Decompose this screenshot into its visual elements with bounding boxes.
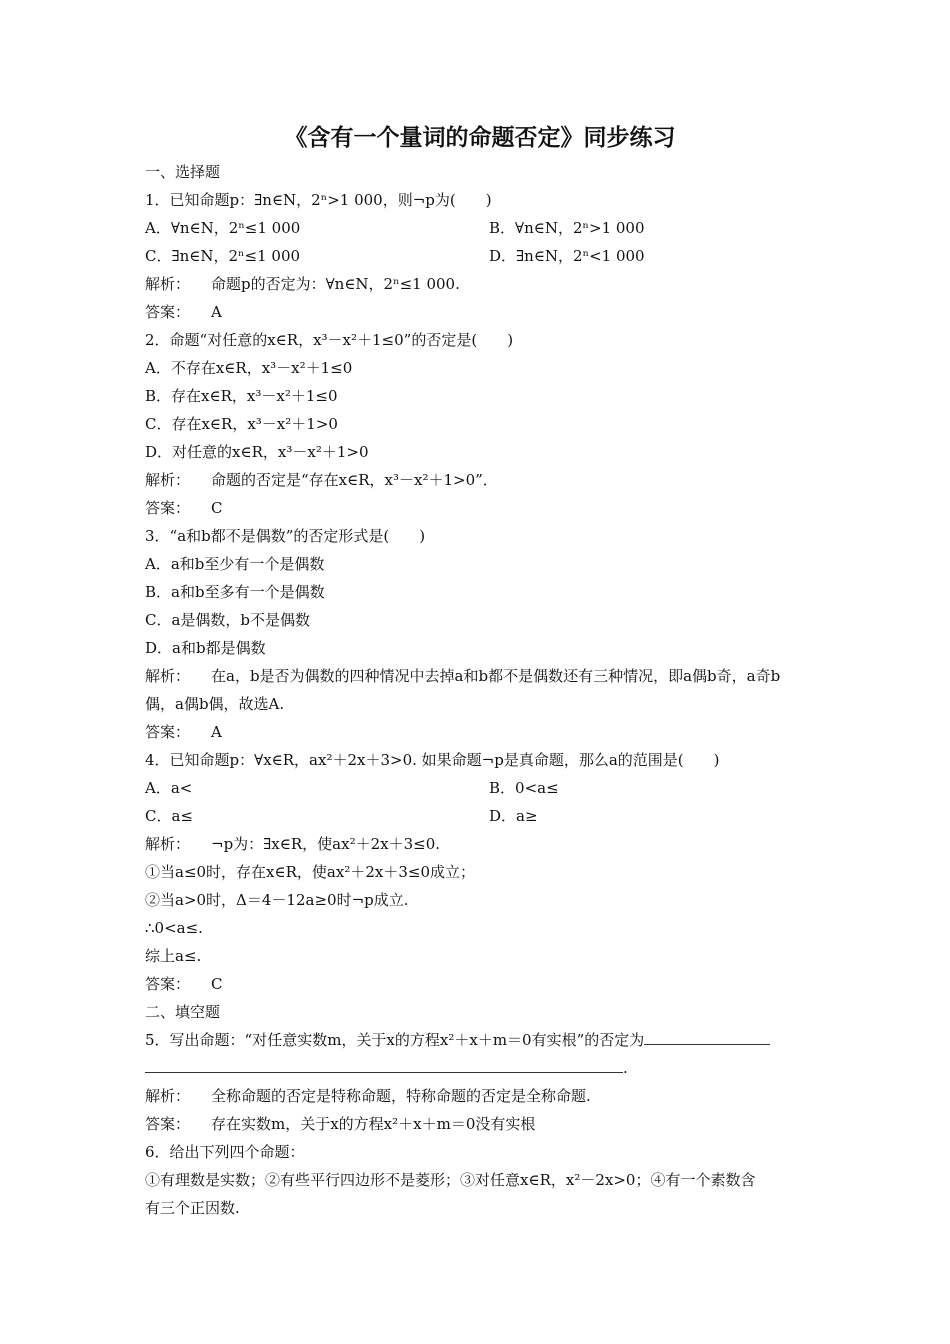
answer-text: C	[211, 975, 223, 993]
option-b: B．0<a≤	[489, 779, 559, 797]
question-3-analysis-cont: 偶，a偶b偶，故选A.	[145, 695, 285, 713]
option-a: A．a和b至少有一个是偶数	[145, 555, 325, 573]
analysis-text: ¬p为：∃x∈R，使ax²＋2x＋3≤0.	[211, 835, 441, 853]
page-title: 《含有一个量词的命题否定》同步练习	[284, 124, 676, 151]
answer-label: 答案：	[145, 1115, 191, 1133]
answer-text: C	[211, 499, 223, 517]
question-1-analysis	[145, 270, 815, 298]
analysis-step-3: ∴0<a≤.	[145, 919, 203, 937]
option-c: C．a≤	[145, 807, 193, 825]
question-2-stem: 2．命题“对任意的x∈R，x³－x²＋1≤0”的否定是( )	[145, 331, 514, 349]
analysis-label: 解析：	[145, 667, 191, 685]
analysis-step-1: ①当a≤0时，存在x∈R，使ax²＋2x＋3≤0成立；	[145, 863, 475, 881]
question-3-stem: 3．“a和b都不是偶数”的否定形式是( )	[145, 527, 426, 545]
analysis-text: 全称命题的否定是特称命题，特称命题的否定是全称命题.	[211, 1087, 591, 1105]
answer-text: A	[211, 723, 222, 741]
analysis-step-2: ②当a>0时，Δ＝4－12a≥0时¬p成立.	[145, 891, 409, 909]
question-5-blank-line	[145, 1054, 815, 1082]
section-heading: 一、选择题	[145, 163, 221, 181]
analysis-label: 解析：	[145, 471, 191, 489]
question-6-line-1: ①有理数是实数；②有些平行四边形不是菱形；③对任意x∈R，x²－2x>0；④有一个素数含	[145, 1171, 756, 1189]
option-c: C．∃n∈N，2ⁿ≤1 000	[145, 247, 301, 265]
answer-blank	[145, 1054, 623, 1073]
answer-label: 答案：	[145, 303, 191, 321]
answer-label: 答案：	[145, 499, 191, 517]
analysis-text: 命题的否定是“存在x∈R，x³－x²＋1>0”．	[211, 471, 498, 489]
answer-label: 答案：	[145, 975, 191, 993]
question-3-analysis	[145, 662, 815, 690]
question-2-answer	[145, 494, 815, 522]
analysis-text: 在a，b是否为偶数的四种情况中去掉a和b都不是偶数还有三种情况，即a偶b奇，a奇b	[211, 667, 781, 685]
answer-text: A	[211, 303, 222, 321]
option-d: D．对任意的x∈R，x³－x²＋1>0	[145, 443, 369, 461]
analysis-label: 解析：	[145, 275, 191, 293]
question-5-answer	[145, 1110, 815, 1138]
analysis-step-4: 综上a≤.	[145, 947, 202, 965]
question-1-stem: 1．已知命题p：∃n∈N，2ⁿ>1 000，则¬p为( )	[145, 191, 492, 209]
question-5-text: 5．写出命题：“对任意实数m，关于x的方程x²＋x＋m＝0有实根”的否定为	[145, 1031, 645, 1049]
option-d: D．a≥	[489, 807, 538, 825]
analysis-text: 命题p的否定为：∀n∈N，2ⁿ≤1 000.	[211, 275, 460, 293]
answer-text: 存在实数m，关于x的方程x²＋x＋m＝0没有实根	[211, 1115, 536, 1133]
answer-label: 答案：	[145, 723, 191, 741]
question-4-stem: 4．已知命题p：∀x∈R，ax²＋2x＋3>0. 如果命题¬p是真命题，那么a的范围是( )	[145, 751, 720, 769]
question-2-analysis	[145, 466, 815, 494]
option-b: B．∀n∈N，2ⁿ>1 000	[489, 219, 645, 237]
question-4-options-cd	[145, 802, 815, 830]
question-1-answer	[145, 298, 815, 326]
question-3-answer	[145, 718, 815, 746]
question-6-line-2: 有三个正因数.	[145, 1199, 240, 1217]
question-1-options-cd	[145, 242, 815, 270]
option-b: B．存在x∈R，x³－x²＋1≤0	[145, 387, 338, 405]
question-4-options-ab	[145, 774, 815, 802]
question-5-stem	[145, 1026, 815, 1054]
analysis-label: 解析：	[145, 835, 191, 853]
option-c: C．存在x∈R，x³－x²＋1>0	[145, 415, 338, 433]
question-6-stem: 6．给出下列四个命题：	[145, 1143, 305, 1161]
option-a: A．a<	[145, 779, 193, 797]
question-4-analysis	[145, 830, 815, 858]
question-4-answer	[145, 970, 815, 998]
answer-blank	[644, 1026, 770, 1045]
question-5-analysis	[145, 1082, 815, 1110]
document-page	[145, 118, 815, 1222]
option-a: A．不存在x∈R，x³－x²＋1≤0	[145, 359, 353, 377]
option-a: A．∀n∈N，2ⁿ≤1 000	[145, 219, 301, 237]
option-c: C．a是偶数，b不是偶数	[145, 611, 311, 629]
section-heading: 二、填空题	[145, 1003, 221, 1021]
option-d: D．∃n∈N，2ⁿ<1 000	[489, 247, 645, 265]
question-1-options-ab	[145, 214, 815, 242]
blank-end: .	[623, 1059, 628, 1077]
analysis-label: 解析：	[145, 1087, 191, 1105]
option-d: D．a和b都是偶数	[145, 639, 266, 657]
option-b: B．a和b至多有一个是偶数	[145, 583, 325, 601]
